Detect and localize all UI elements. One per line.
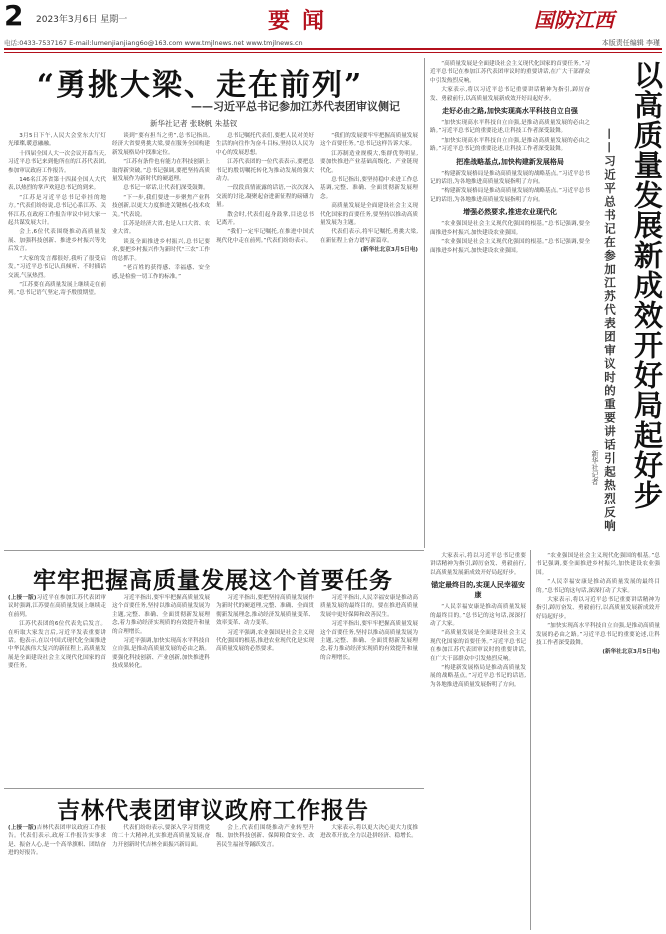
paragraph: 十四届全国人大一次会议开幕当天,习近平总书记来到他所在的江苏代表团,参加审议政府工作报告。 [8,150,106,174]
paragraph: “农业强国是社会主义现代化强国的根基。”总书记强调,要全面推进乡村振兴,加快建设农业强国。 [536,553,660,576]
paragraph: “高质量发展是全面建设社会主义现代化国家的首要任务。”习近平总书记在参加江苏代表团审议时的重要讲话,在广大干部群众中引发热烈反响。 [430,61,590,84]
section-divider [4,788,424,789]
paragraph: “加快实现高水平科技自立自强,是推动高质量发展的必由之路。”习近平总书记的重要论述,让科技工作者深受鼓舞。 [430,137,590,153]
article2-column-3 [216,594,314,784]
paragraph: 习近平强调,农业强国是社会主义现代化强国的根基,推进农业现代化是实现高质量发展的必然要求。 [216,629,314,653]
article1-column-4 [320,132,418,544]
lead-tag: (上接一版) [8,825,37,831]
paragraph: 代表们纷纷表示,要深入学习贯彻党的二十大精神,扎实推进高质量发展,奋力开创新时代吉林全面振兴新局面。 [112,825,210,848]
paragraph: “加快实现高水平科技自立自强,是推动高质量发展的必由之路。”习近平总书记的重要论述,让科技工作者深受鼓舞。 [536,623,660,647]
paragraph: 总书记指出,要坚持稳中求进工作总基调,完整、准确、全面贯彻新发展理念。 [320,177,418,200]
issue-date: 2023年3月6日 星期一 [36,15,128,25]
paragraph: 大家表示,将以习近平总书记重要讲话精神为指引,踔厉奋发、勇毅前行,以高质量发展新成效开好局起好步。 [536,597,660,620]
article1-column-2 [112,132,210,544]
paragraph: 会上,代表们围绕推动产业转型升级、加快科技创新、保障粮食安全、改善民生福祉等踊跃发言。 [216,825,314,848]
article1-column-1 [8,132,106,544]
article2-column-2 [112,594,210,784]
paragraph: “农业强国是社会主义现代化强国的根基。”总书记强调,要全面推进乡村振兴,加快建设农业强国。 [430,221,590,236]
article3-column-4 [320,824,418,930]
feature-column-3 [536,552,660,928]
feature-column-1 [430,60,590,548]
feature-section-heading: 锚定最终目的,实现人民幸福安康 [431,581,525,600]
feature-author: 新华社记者 [591,450,599,485]
paragraph: “江苏有条件也有能力在科技创新上取得新突破。”总书记强调,要把坚持高质量发展作为新时代的硬道理。 [112,159,210,183]
masthead [0,0,666,58]
paragraph: 江苏代表团的6位代表先后发言。在听取大家发言后,习近平发表重要讲话。他表示,在以中国式现代化全面推进中华民族伟大复兴的新征程上,高质量发展是全面建设社会主义现代化国家的首要任务。 [8,621,106,670]
article2-column-1 [8,594,106,784]
paragraph: “大家的发言都很好,我听了很受启发。”习近平总书记认真倾听、不时插话交流,气氛热烈。 [8,255,106,279]
feature-subtitle: ——习近平总书记在参加江苏代表团审议时的重要讲话引起热烈反响 [603,128,617,533]
paragraph: 谈及全面推进乡村振兴,总书记要求,要把乡村振兴作为新时代“三农”工作的总抓手。 [112,238,210,262]
masthead-rule [4,48,662,50]
article3-column-2 [112,824,210,930]
feature-section-heading: 增强必然要求,推进农业现代化 [463,208,557,217]
article1-subtitle: ——习近平总书记参加江苏代表团审议侧记 [191,100,400,113]
contact-line: 电话:0433-7537167 E-mail:lumenjianjiang6o@163.com www.tmjlnews.net www.tmjlnews.cn [4,39,303,47]
section-title: 要闻 [268,8,337,34]
article1-column-3 [216,132,314,544]
feature-section-heading: 把准战略基点,加快构建新发展格局 [456,157,564,166]
paragraph: 习近平指出,要牢牢把握高质量发展这个首要任务,坚持以推动高质量发展为主题,完整、准确、全面贯彻新发展理念,着力推动经济实现质的有效提升和量的合理增长。 [320,621,418,661]
column-divider [424,58,425,548]
paragraph: 大家表示,将以习近平总书记重要讲话精神为指引,踔厉奋发、勇毅前行,以高质量发展新成效开好局起好步。 [430,553,526,576]
article3-column-1 [8,824,106,930]
paragraph: 3月5日下午,人民大会堂东大厅灯光璀璨,暖意融融。 [8,133,106,148]
paragraph: “构建新发展格局是推动高质量发展的战略基点。”习近平总书记的话语,为各地推进高质量发展指明了方向。 [430,665,526,688]
paragraph: 高质量发展是全面建设社会主义现代化国家的首要任务,要坚持以推动高质量发展为主题。 [320,203,418,227]
column-divider [530,550,531,930]
feature-source: (新华社北京3月5日电) [602,649,660,656]
paragraph: 习近平指出,人民幸福安康是推动高质量发展的最终目的。要在推进高质量发展中更好保障和改善民生。 [320,595,418,618]
newspaper-logo [532,6,660,32]
paragraph: 江苏代表团的一位代表表示,要把总书记的殷切嘱托转化为推动发展的强大动力。 [216,159,314,183]
paragraph: 一段段真情流露的话语,一次次深入交流的讨论,凝聚起奋进新征程的磅礴力量。 [216,185,314,209]
paragraph: “江苏要在高质量发展上继续走在前列。”总书记语气坚定,寄予殷殷期望。 [8,281,106,297]
lead-tag: (上接一版) [8,595,37,601]
paragraph: 散会时,代表们起身鼓掌,目送总书记离开。 [216,211,314,227]
paragraph [8,824,106,858]
paragraph: 习近平强调,加快实现高水平科技自立自强,是推动高质量发展的必由之路。要强化科技创新、产业创新,加快推进科技成果转化。 [112,638,210,670]
paragraph: 大家表示,将以习近平总书记重要讲话精神为指引,踔厉奋发、勇毅前行,以高质量发展新成效开好局起好步。 [430,87,590,102]
paragraph: “加快实现高水平科技自立自强,是推动高质量发展的必由之路。”习近平总书记的重要论述,让科技工作者深受鼓舞。 [430,120,590,135]
paragraph-text: 习近平在参加江苏代表团审议时强调,江苏要在高质量发展上继续走在前列。 [8,595,106,618]
feature-column-2 [430,552,526,928]
paragraph: “高质量发展是全面建设社会主义现代化国家的首要任务。”习近平总书记在参加江苏代表团审议时的重要讲话,在广大干部群众中引发热烈反响。 [430,630,526,662]
paragraph: 习近平指出,要把坚持高质量发展作为新时代的硬道理,完整、准确、全面贯彻新发展理念,推动经济发展质量变革、效率变革、动力变革。 [216,595,314,627]
paragraph: “人民幸福安康是推动高质量发展的最终目的。”总书记的这句话,深深打动了大家。 [430,604,526,628]
paragraph: “构建新发展格局是推动高质量发展的战略基点。”习近平总书记的话语,为各地推进高质量发展指明了方向。 [430,188,590,203]
paragraph: “构建新发展格局是推动高质量发展的战略基点。”习近平总书记的话语,为各地推进高质量发展指明了方向。 [430,170,590,186]
paragraph: 会上,6位代表围绕推动高质量发展、加强科技创新、推进乡村振兴等先后发言。 [8,229,106,253]
masthead-rule-thin [4,52,662,53]
paragraph: 谈到“要有担当之勇”,总书记指出,经济大省要勇挑大梁,要在服务全国构建新发展格局中找准定位。 [112,133,210,156]
paragraph: “我们的发展要牢牢把握高质量发展这个首要任务。”总书记这样告诉大家。 [320,133,418,148]
paragraph-text: 吉林代表团审议政府工作报告。代表们表示,政府工作报告实事求是、振奋人心,是一个高举旗帜、团结奋进的好报告。 [8,825,106,857]
editor-note: 本版责任编辑 李瑾 [601,39,660,47]
paragraph: “江苏是习近平总书记牵挂的地方。”代表们纷纷说,总书记心系江苏、关怀江苏,在政府工作报告审议中同大家一起共谋发展大计。 [8,194,106,227]
paragraph: 总书记嘱托代表们,要把人民对美好生活的向往作为奋斗目标,坚持以人民为中心的发展思想。 [216,133,314,156]
paragraph [8,594,106,619]
article2-title: 牢牢把握高质量发展这个首要任务 [33,567,393,594]
article2-column-4 [320,594,418,784]
page-number: 2 [4,0,24,32]
paragraph: “老百姓的获得感、幸福感、安全感,是检验一切工作的标准。” [112,265,210,280]
paragraph: 146名江苏省第十四届全国人大代表,以热烈的掌声欢迎总书记的到来。 [8,177,106,192]
section-divider [4,550,424,551]
feature-title: 以高质量发展新成效开好局起好步 [630,60,664,510]
paragraph: 代表们表示,将牢记嘱托,勇挑大梁,在新征程上奋力谱写新篇章。 [320,229,418,244]
paragraph: “人民幸福安康是推动高质量发展的最终目的。”总书记的这句话,深深打动了大家。 [536,579,660,594]
paragraph: 总书记一席话,让代表们深受鼓舞。 [123,185,209,192]
paragraph: 江苏制造业规模大,集群优势明显,要加快推进产业基础高级化、产业链现代化。 [320,150,418,174]
paragraph: “农业强国是社会主义现代化强国的根基。”总书记强调,要全面推进乡村振兴,加快建设农业强国。 [430,239,590,254]
article1-source: (新华社北京3月5日电) [360,247,418,254]
article3-title: 吉林代表团审议政府工作报告 [57,797,369,824]
paragraph: “下一步,我们要进一步聚焦产业科技创新,以更大力度推进关键核心技术攻关。”代表说。 [112,194,210,218]
paragraph: 大家表示,将以更大决心更大力度推进改革开放,全力以赴拼经济、稳增长。 [320,825,418,840]
logo-text: 国防江西 [534,8,614,32]
paragraph: 江苏是经济大省,也是人口大省、农业大省。 [112,221,210,236]
paragraph: “我们一定牢记嘱托,在推进中国式现代化中走在前列。”代表们纷纷表示。 [216,229,314,244]
article3-column-3 [216,824,314,930]
article1-byline: 新华社记者 张晓帆 朱基钗 [150,119,238,128]
article1-title: “勇挑大梁、走在前列” [36,68,364,103]
feature-section-heading: 走好必由之路,加快实现高水平科技自立自强 [442,107,578,116]
paragraph: 习近平指出,要牢牢把握高质量发展这个首要任务,坚持以推动高质量发展为主题,完整、准确、全面贯彻新发展理念,着力推动经济实现质的有效提升和量的合理增长。 [112,595,210,635]
